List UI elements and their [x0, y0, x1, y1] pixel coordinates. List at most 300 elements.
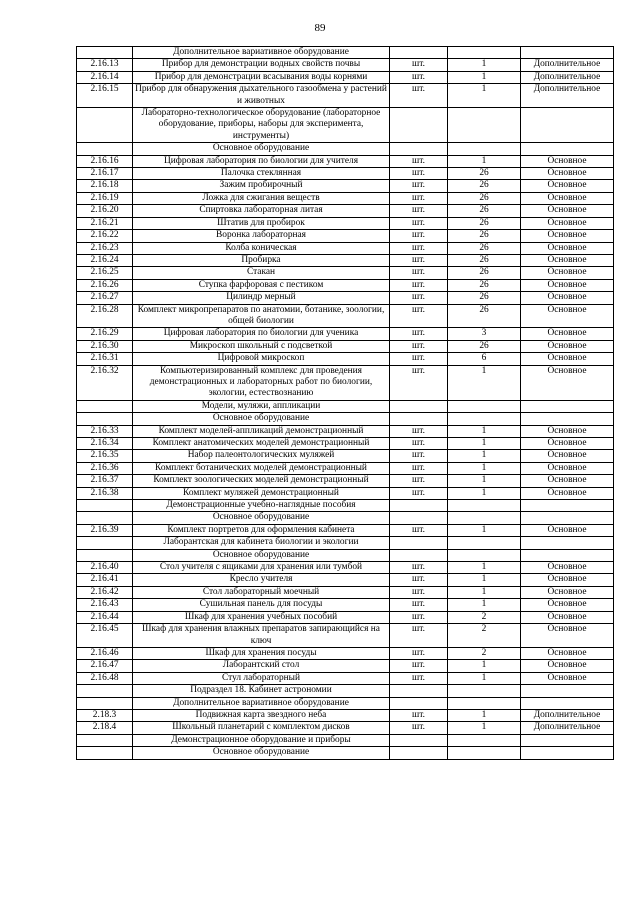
equipment-type-cell: Дополнительное [521, 722, 614, 734]
unit-cell: шт. [390, 168, 448, 180]
equipment-type-cell [521, 413, 614, 425]
item-name-cell: Прибор для демонстрации всасывания воды корнями [133, 71, 390, 83]
section-row [77, 747, 614, 759]
unit-cell: шт. [390, 180, 448, 192]
quantity-cell [448, 47, 521, 59]
quantity-cell [448, 108, 521, 143]
table-row [77, 254, 614, 266]
section-row [77, 500, 614, 512]
item-name-cell: Цифровая лаборатория по биологии для учителя [133, 155, 390, 167]
table-row [77, 59, 614, 71]
item-number-cell: 2.16.26 [77, 279, 133, 291]
equipment-type-cell [521, 537, 614, 549]
quantity-cell: 1 [448, 365, 521, 400]
quantity-cell: 3 [448, 328, 521, 340]
unit-cell: шт. [390, 487, 448, 499]
unit-cell [390, 747, 448, 759]
quantity-cell: 1 [448, 425, 521, 437]
table-row [77, 279, 614, 291]
section-row [77, 143, 614, 155]
unit-cell: шт. [390, 709, 448, 721]
equipment-type-cell: Основное [521, 562, 614, 574]
equipment-type-cell: Основное [521, 672, 614, 684]
quantity-cell: 26 [448, 279, 521, 291]
equipment-type-cell [521, 512, 614, 524]
unit-cell [390, 500, 448, 512]
unit-cell: шт. [390, 279, 448, 291]
table-row [77, 524, 614, 536]
table-row [77, 71, 614, 83]
table-row [77, 168, 614, 180]
item-number-cell: 2.16.34 [77, 438, 133, 450]
item-number-cell: 2.16.35 [77, 450, 133, 462]
quantity-cell: 26 [448, 168, 521, 180]
table-row [77, 574, 614, 586]
table-row [77, 462, 614, 474]
item-number-cell: 2.16.38 [77, 487, 133, 499]
item-name-cell: Основное оборудование [133, 413, 390, 425]
unit-cell [390, 537, 448, 549]
table-row [77, 425, 614, 437]
unit-cell [390, 549, 448, 561]
item-number-cell: 2.16.19 [77, 192, 133, 204]
quantity-cell: 1 [448, 155, 521, 167]
unit-cell: шт. [390, 292, 448, 304]
quantity-cell: 6 [448, 353, 521, 365]
table-row [77, 230, 614, 242]
table-row [77, 624, 614, 648]
table-row [77, 353, 614, 365]
item-name-cell: Стакан [133, 267, 390, 279]
item-name-cell: Комплект зоологических моделей демонстрационный [133, 475, 390, 487]
quantity-cell: 1 [448, 438, 521, 450]
unit-cell: шт. [390, 59, 448, 71]
unit-cell: шт. [390, 672, 448, 684]
item-number-cell: 2.16.22 [77, 230, 133, 242]
equipment-type-cell [521, 685, 614, 697]
item-name-cell: Зажим пробирочный [133, 180, 390, 192]
equipment-type-cell [521, 108, 614, 143]
equipment-type-cell: Основное [521, 586, 614, 598]
unit-cell: шт. [390, 155, 448, 167]
unit-cell [390, 697, 448, 709]
item-name-cell: Комплект моделей-аппликаций демонстрационный [133, 425, 390, 437]
unit-cell: шт. [390, 340, 448, 352]
quantity-cell: 26 [448, 254, 521, 266]
equipment-type-cell [521, 734, 614, 746]
quantity-cell: 26 [448, 340, 521, 352]
unit-cell: шт. [390, 574, 448, 586]
item-name-cell: Палочка стеклянная [133, 168, 390, 180]
item-number-cell [77, 697, 133, 709]
equipment-type-cell: Основное [521, 450, 614, 462]
item-number-cell: 2.16.25 [77, 267, 133, 279]
item-number-cell: 2.16.24 [77, 254, 133, 266]
item-number-cell: 2.16.23 [77, 242, 133, 254]
equipment-type-cell: Основное [521, 660, 614, 672]
quantity-cell: 1 [448, 524, 521, 536]
table-row [77, 586, 614, 598]
table-row [77, 328, 614, 340]
section-row [77, 685, 614, 697]
item-name-cell: Стол лабораторный моечный [133, 586, 390, 598]
unit-cell: шт. [390, 562, 448, 574]
equipment-type-cell: Основное [521, 475, 614, 487]
equipment-type-cell: Основное [521, 624, 614, 648]
equipment-type-cell [521, 500, 614, 512]
table-row [77, 365, 614, 400]
item-name-cell: Шкаф для хранения посуды [133, 647, 390, 659]
item-name-cell: Подраздел 18. Кабинет астрономии [133, 685, 390, 697]
quantity-cell: 1 [448, 722, 521, 734]
equipment-type-cell: Основное [521, 304, 614, 328]
table-row [77, 292, 614, 304]
equipment-type-cell: Основное [521, 599, 614, 611]
item-number-cell [77, 537, 133, 549]
unit-cell [390, 47, 448, 59]
item-number-cell: 2.16.33 [77, 425, 133, 437]
table-row [77, 438, 614, 450]
quantity-cell: 26 [448, 217, 521, 229]
item-number-cell: 2.16.48 [77, 672, 133, 684]
equipment-type-cell [521, 549, 614, 561]
quantity-cell: 1 [448, 599, 521, 611]
equipment-type-cell: Дополнительное [521, 59, 614, 71]
unit-cell: шт. [390, 722, 448, 734]
item-number-cell: 2.16.16 [77, 155, 133, 167]
item-name-cell: Цилиндр мерный [133, 292, 390, 304]
quantity-cell: 2 [448, 624, 521, 648]
unit-cell: шт. [390, 438, 448, 450]
unit-cell: шт. [390, 254, 448, 266]
quantity-cell [448, 747, 521, 759]
unit-cell: шт. [390, 230, 448, 242]
quantity-cell: 1 [448, 59, 521, 71]
quantity-cell: 1 [448, 574, 521, 586]
item-name-cell: Стол учителя с ящиками для хранения или тумбой [133, 562, 390, 574]
unit-cell [390, 108, 448, 143]
equipment-type-cell: Основное [521, 353, 614, 365]
table-row [77, 205, 614, 217]
item-name-cell: Школьный планетарий с комплектом дисков [133, 722, 390, 734]
quantity-cell [448, 500, 521, 512]
item-number-cell [77, 549, 133, 561]
unit-cell [390, 685, 448, 697]
unit-cell [390, 143, 448, 155]
equipment-type-cell: Основное [521, 217, 614, 229]
table-row [77, 672, 614, 684]
unit-cell: шт. [390, 353, 448, 365]
unit-cell: шт. [390, 217, 448, 229]
table-row [77, 562, 614, 574]
item-number-cell [77, 734, 133, 746]
section-row [77, 512, 614, 524]
table-row [77, 450, 614, 462]
equipment-type-cell: Основное [521, 180, 614, 192]
item-name-cell: Демонстрационное оборудование и приборы [133, 734, 390, 746]
item-name-cell: Штатив для пробирок [133, 217, 390, 229]
table-row [77, 192, 614, 204]
table-row [77, 647, 614, 659]
item-name-cell: Ступка фарфоровая с пестиком [133, 279, 390, 291]
quantity-cell: 1 [448, 84, 521, 108]
item-number-cell: 2.16.20 [77, 205, 133, 217]
table-row [77, 722, 614, 734]
unit-cell [390, 734, 448, 746]
equipment-type-cell: Основное [521, 365, 614, 400]
item-name-cell: Основное оборудование [133, 512, 390, 524]
equipment-type-cell: Основное [521, 267, 614, 279]
item-number-cell: 2.16.28 [77, 304, 133, 328]
item-number-cell: 2.16.36 [77, 462, 133, 474]
item-number-cell: 2.16.13 [77, 59, 133, 71]
unit-cell: шт. [390, 624, 448, 648]
item-number-cell: 2.16.44 [77, 611, 133, 623]
unit-cell: шт. [390, 267, 448, 279]
item-name-cell: Лабораторно-технологическое оборудование (лабораторное оборудование, приборы, наборы для эксперимента, инструменты) [133, 108, 390, 143]
quantity-cell: 26 [448, 304, 521, 328]
item-number-cell [77, 685, 133, 697]
equipment-type-cell: Основное [521, 328, 614, 340]
item-number-cell: 2.16.14 [77, 71, 133, 83]
equipment-type-cell: Основное [521, 574, 614, 586]
item-number-cell: 2.16.31 [77, 353, 133, 365]
item-number-cell: 2.16.42 [77, 586, 133, 598]
quantity-cell [448, 549, 521, 561]
item-number-cell: 2.16.21 [77, 217, 133, 229]
equipment-type-cell: Дополнительное [521, 709, 614, 721]
equipment-type-cell: Основное [521, 524, 614, 536]
item-number-cell [77, 413, 133, 425]
equipment-type-cell: Основное [521, 425, 614, 437]
equipment-type-cell: Дополнительное [521, 84, 614, 108]
item-number-cell: 2.16.43 [77, 599, 133, 611]
table-row [77, 660, 614, 672]
quantity-cell: 26 [448, 230, 521, 242]
item-number-cell: 2.16.47 [77, 660, 133, 672]
quantity-cell: 26 [448, 180, 521, 192]
item-name-cell: Подвижная карта звездного неба [133, 709, 390, 721]
table-row [77, 180, 614, 192]
item-number-cell: 2.16.27 [77, 292, 133, 304]
item-number-cell [77, 500, 133, 512]
item-number-cell: 2.16.39 [77, 524, 133, 536]
item-name-cell: Воронка лабораторная [133, 230, 390, 242]
section-row [77, 697, 614, 709]
item-number-cell: 2.18.3 [77, 709, 133, 721]
item-name-cell: Ложка для сжигания веществ [133, 192, 390, 204]
quantity-cell [448, 685, 521, 697]
unit-cell [390, 400, 448, 412]
quantity-cell: 1 [448, 487, 521, 499]
table-row [77, 84, 614, 108]
table-row [77, 599, 614, 611]
quantity-cell [448, 734, 521, 746]
item-name-cell: Компьютеризированный комплекс для проведения демонстрационных и лабораторных работ по биологии, экологии, естествознанию [133, 365, 390, 400]
quantity-cell [448, 537, 521, 549]
item-number-cell [77, 47, 133, 59]
equipment-type-cell [521, 143, 614, 155]
item-number-cell [77, 400, 133, 412]
item-name-cell: Дополнительное вариативное оборудование [133, 47, 390, 59]
unit-cell: шт. [390, 660, 448, 672]
unit-cell [390, 512, 448, 524]
item-name-cell: Сушильная панель для посуды [133, 599, 390, 611]
item-number-cell [77, 143, 133, 155]
unit-cell: шт. [390, 242, 448, 254]
item-name-cell: Пробирка [133, 254, 390, 266]
equipment-type-cell [521, 747, 614, 759]
equipment-type-cell: Основное [521, 155, 614, 167]
item-number-cell [77, 747, 133, 759]
equipment-type-cell: Основное [521, 292, 614, 304]
unit-cell: шт. [390, 192, 448, 204]
item-name-cell: Шкаф для хранения учебных пособий [133, 611, 390, 623]
item-number-cell: 2.16.30 [77, 340, 133, 352]
unit-cell: шт. [390, 365, 448, 400]
item-number-cell: 2.16.45 [77, 624, 133, 648]
quantity-cell: 1 [448, 450, 521, 462]
unit-cell: шт. [390, 304, 448, 328]
item-name-cell: Кресло учителя [133, 574, 390, 586]
equipment-type-cell: Основное [521, 611, 614, 623]
item-name-cell: Основное оборудование [133, 143, 390, 155]
item-name-cell: Стул лабораторный [133, 672, 390, 684]
item-name-cell: Колба коническая [133, 242, 390, 254]
item-name-cell: Комплект портретов для оформления кабинета [133, 524, 390, 536]
quantity-cell [448, 697, 521, 709]
unit-cell: шт. [390, 71, 448, 83]
unit-cell: шт. [390, 611, 448, 623]
equipment-table [76, 46, 614, 760]
item-name-cell: Лаборантский стол [133, 660, 390, 672]
item-number-cell: 2.16.37 [77, 475, 133, 487]
item-name-cell: Шкаф для хранения влажных препаратов запирающийся на ключ [133, 624, 390, 648]
equipment-type-cell [521, 47, 614, 59]
equipment-type-cell [521, 697, 614, 709]
item-number-cell: 2.16.17 [77, 168, 133, 180]
item-name-cell: Дополнительное вариативное оборудование [133, 697, 390, 709]
unit-cell [390, 413, 448, 425]
section-row [77, 47, 614, 59]
quantity-cell: 26 [448, 267, 521, 279]
section-row [77, 108, 614, 143]
equipment-type-cell: Основное [521, 279, 614, 291]
quantity-cell: 26 [448, 242, 521, 254]
quantity-cell: 1 [448, 462, 521, 474]
table-row [77, 304, 614, 328]
quantity-cell: 1 [448, 672, 521, 684]
unit-cell: шт. [390, 586, 448, 598]
quantity-cell: 1 [448, 660, 521, 672]
equipment-type-cell: Основное [521, 462, 614, 474]
item-number-cell: 2.16.15 [77, 84, 133, 108]
item-number-cell: 2.16.40 [77, 562, 133, 574]
section-row [77, 734, 614, 746]
table-row [77, 242, 614, 254]
section-row [77, 400, 614, 412]
quantity-cell: 2 [448, 611, 521, 623]
quantity-cell: 1 [448, 709, 521, 721]
table-row [77, 155, 614, 167]
quantity-cell [448, 512, 521, 524]
item-name-cell: Комплект муляжей демонстрационный [133, 487, 390, 499]
equipment-type-cell [521, 400, 614, 412]
unit-cell: шт. [390, 647, 448, 659]
table-row [77, 267, 614, 279]
unit-cell: шт. [390, 425, 448, 437]
quantity-cell: 1 [448, 562, 521, 574]
quantity-cell: 2 [448, 647, 521, 659]
quantity-cell: 26 [448, 205, 521, 217]
table-row [77, 217, 614, 229]
table-row [77, 340, 614, 352]
item-name-cell: Комплект анатомических моделей демонстрационный [133, 438, 390, 450]
item-name-cell: Комплект ботанических моделей демонстрационный [133, 462, 390, 474]
unit-cell: шт. [390, 450, 448, 462]
section-row [77, 413, 614, 425]
item-name-cell: Спиртовка лабораторная литая [133, 205, 390, 217]
quantity-cell: 26 [448, 292, 521, 304]
unit-cell: шт. [390, 462, 448, 474]
item-name-cell: Демонстрационные учебно-наглядные пособия [133, 500, 390, 512]
equipment-type-cell: Основное [521, 647, 614, 659]
item-number-cell [77, 108, 133, 143]
item-name-cell: Прибор для обнаружения дыхательного газообмена у растений и животных [133, 84, 390, 108]
equipment-type-cell: Основное [521, 438, 614, 450]
section-row [77, 549, 614, 561]
equipment-type-cell: Основное [521, 168, 614, 180]
unit-cell: шт. [390, 205, 448, 217]
quantity-cell [448, 400, 521, 412]
item-number-cell: 2.16.32 [77, 365, 133, 400]
unit-cell: шт. [390, 328, 448, 340]
equipment-table-body [77, 47, 614, 760]
item-name-cell: Основное оборудование [133, 747, 390, 759]
item-number-cell: 2.16.18 [77, 180, 133, 192]
item-name-cell: Прибор для демонстрации водных свойств почвы [133, 59, 390, 71]
item-name-cell: Набор палеонтологических муляжей [133, 450, 390, 462]
item-number-cell: 2.18.4 [77, 722, 133, 734]
table-row [77, 611, 614, 623]
item-name-cell: Цифровая лаборатория по биологии для ученика [133, 328, 390, 340]
table-row [77, 487, 614, 499]
page-number: 89 [314, 22, 326, 34]
quantity-cell [448, 413, 521, 425]
equipment-type-cell: Основное [521, 205, 614, 217]
equipment-type-cell: Основное [521, 487, 614, 499]
quantity-cell: 26 [448, 192, 521, 204]
unit-cell: шт. [390, 84, 448, 108]
unit-cell: шт. [390, 599, 448, 611]
item-number-cell: 2.16.46 [77, 647, 133, 659]
unit-cell: шт. [390, 475, 448, 487]
item-name-cell: Цифровой микроскоп [133, 353, 390, 365]
table-row [77, 709, 614, 721]
item-number-cell: 2.16.41 [77, 574, 133, 586]
item-name-cell: Модели, муляжи, аппликации [133, 400, 390, 412]
item-number-cell: 2.16.29 [77, 328, 133, 340]
section-row [77, 537, 614, 549]
equipment-type-cell: Основное [521, 230, 614, 242]
item-name-cell: Микроскоп школьный с подсветкой [133, 340, 390, 352]
quantity-cell: 1 [448, 586, 521, 598]
quantity-cell: 1 [448, 475, 521, 487]
quantity-cell: 1 [448, 71, 521, 83]
equipment-type-cell: Основное [521, 254, 614, 266]
equipment-type-cell: Основное [521, 242, 614, 254]
item-name-cell: Комплект микропрепаратов по анатомии, ботанике, зоологии, общей биологии [133, 304, 390, 328]
